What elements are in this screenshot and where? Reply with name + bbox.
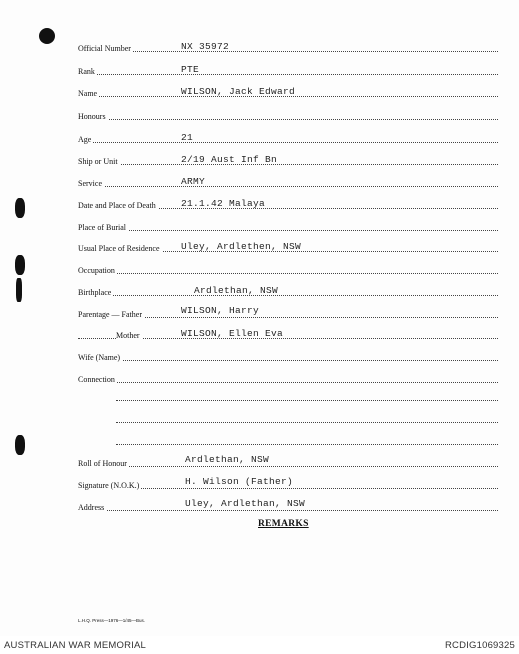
punch-hole <box>15 255 25 275</box>
connection-line <box>116 444 498 445</box>
field-rank: Rank PTE <box>78 63 498 77</box>
punch-hole <box>16 278 22 302</box>
punch-hole <box>15 198 25 218</box>
remarks-heading: REMARKS <box>258 519 309 529</box>
field-official-number: Official Number NX 35972 <box>78 40 498 54</box>
field-usual-residence: Usual Place of Residence Uley, Ardlethen, NSW <box>78 240 498 254</box>
field-place-of-burial: Place of Burial <box>78 219 498 233</box>
field-age: Age 21 <box>78 131 498 145</box>
connection-line <box>116 400 498 401</box>
mother-value: WILSON, Ellen Eva <box>181 328 284 339</box>
field-occupation: Occupation <box>78 262 498 276</box>
form-number: L.H.Q. Press—1976—1/45—Bus. <box>78 618 146 623</box>
field-name: Name WILSON, Jack Edward <box>78 85 498 99</box>
roll-of-honour-value: Ardlethan, NSW <box>185 454 270 465</box>
field-honours: Honours <box>78 108 498 122</box>
name-value: WILSON, Jack Edward <box>181 86 296 97</box>
archive-footer <box>0 637 519 654</box>
punch-hole <box>15 435 25 455</box>
field-signature: Signature (N.O.K.) H. Wilson (Father) <box>78 477 498 491</box>
field-roll-of-honour: Roll of Honour Ardlethan, NSW <box>78 455 498 469</box>
field-address: Address Uley, Ardlethan, NSW <box>78 499 498 513</box>
father-value: WILSON, Harry <box>181 305 260 316</box>
residence-value: Uley, Ardlethen, NSW <box>181 241 302 252</box>
field-service: Service ARMY <box>78 175 498 189</box>
field-date-place-death: Date and Place of Death 21.1.42 Malaya <box>78 197 498 211</box>
signature-value: H. Wilson (Father) <box>185 476 294 487</box>
record-id: RCDIG1069325 <box>445 640 515 651</box>
official-number-value: NX 35972 <box>181 41 230 52</box>
birthplace-value: Ardlethan, NSW <box>194 285 279 296</box>
death-value: 21.1.42 Malaya <box>181 198 266 209</box>
unit-value: 2/19 Aust Inf Bn <box>181 154 278 165</box>
field-parentage-father: Parentage — Father WILSON, Harry <box>78 306 498 320</box>
archive-name: AUSTRALIAN WAR MEMORIAL <box>4 640 147 651</box>
address-value: Uley, Ardlethan, NSW <box>185 498 306 509</box>
age-value: 21 <box>181 132 194 143</box>
field-birthplace: Birthplace Ardlethan, NSW <box>78 284 498 298</box>
service-value: ARMY <box>181 176 206 187</box>
field-parentage-mother: Mother WILSON, Ellen Eva <box>78 327 498 341</box>
field-connection: Connection <box>78 371 498 385</box>
field-wife: Wife (Name) <box>78 349 498 363</box>
rank-value: PTE <box>181 64 200 75</box>
connection-line <box>116 422 498 423</box>
field-ship-or-unit: Ship or Unit 2/19 Aust Inf Bn <box>78 153 498 167</box>
punch-hole <box>39 28 55 44</box>
